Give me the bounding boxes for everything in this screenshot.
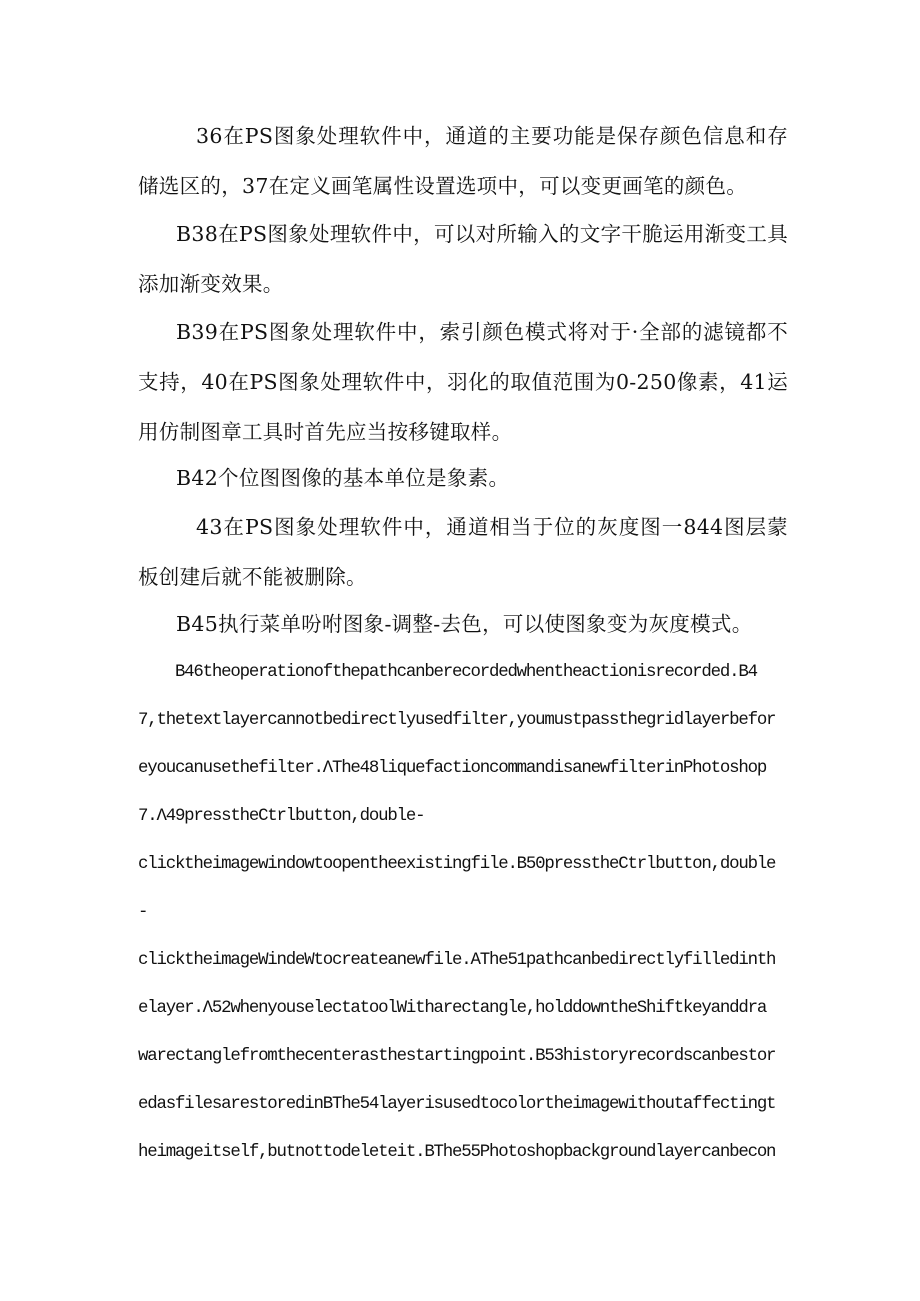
english-line: eyoucanusethefilter.ΛThe48liquefactioncommandisanewfilterinPhotoshop bbox=[138, 759, 767, 778]
english-line: clicktheimagewindowtoopentheexistingfile.B50presstheCtrlbutton,double bbox=[138, 855, 776, 874]
english-line: elayer.Λ52whenyouselectatoolWitharectangle,holddowntheShiftkeyanddra bbox=[138, 999, 767, 1018]
paragraph-42: B42个位图图像的基本单位是象素。 bbox=[176, 466, 510, 490]
english-line: heimageitself,butnottodeleteit.BThe55Photoshopbackgroundlayercanbecon bbox=[138, 1143, 776, 1162]
english-line: 7,thetextlayercannotbedirectlyusedfilter,youmustpassthegridlayerbefor bbox=[138, 711, 776, 730]
paragraph-45: B45执行菜单吩咐图象-调整-去色，可以使图象变为灰度模式。 bbox=[176, 612, 753, 636]
english-line: 7.Λ49presstheCtrlbutton,double- bbox=[138, 807, 425, 826]
english-line: warectanglefromthecenterasthestartingpoint.B53historyrecordscanbestor bbox=[138, 1047, 776, 1066]
paragraph-38: B38在PS图象处理软件中，可以对所输入的文字干脆运用渐变工具添加渐变效果。 bbox=[138, 222, 788, 296]
english-line: - bbox=[138, 903, 148, 922]
paragraph-39-41: B39在PS图象处理软件中，索引颜色模式将对于·全部的滤镜都不支持，40在PS图象处理软件中，羽化的取值范围为0-250像素，41运用仿制图章工具时首先应当按移键取样。 bbox=[138, 320, 788, 444]
paragraph-43-44: 43在PS图象处理软件中，通道相当于位的灰度图一844图层蒙板创建后就不能被删除。 bbox=[138, 515, 788, 589]
english-text-block bbox=[138, 649, 788, 1177]
paragraph-36-37: 36在PS图象处理软件中，通道的主要功能是保存颜色信息和存储选区的，37在定义画笔属性设置选项中，可以变更画笔的颜色。 bbox=[138, 124, 788, 198]
english-line: edasfilesarestoredinBThe54layerisusedtocolortheimagewithoutaffectingt bbox=[138, 1095, 776, 1114]
english-line: B46theoperationofthepathcanberecordedwhentheactionisrecorded.B4 bbox=[138, 663, 757, 682]
english-line: clicktheimageWindeWtocreateanewfile.AThe51pathcanbedirectlyfilledinth bbox=[138, 951, 776, 970]
